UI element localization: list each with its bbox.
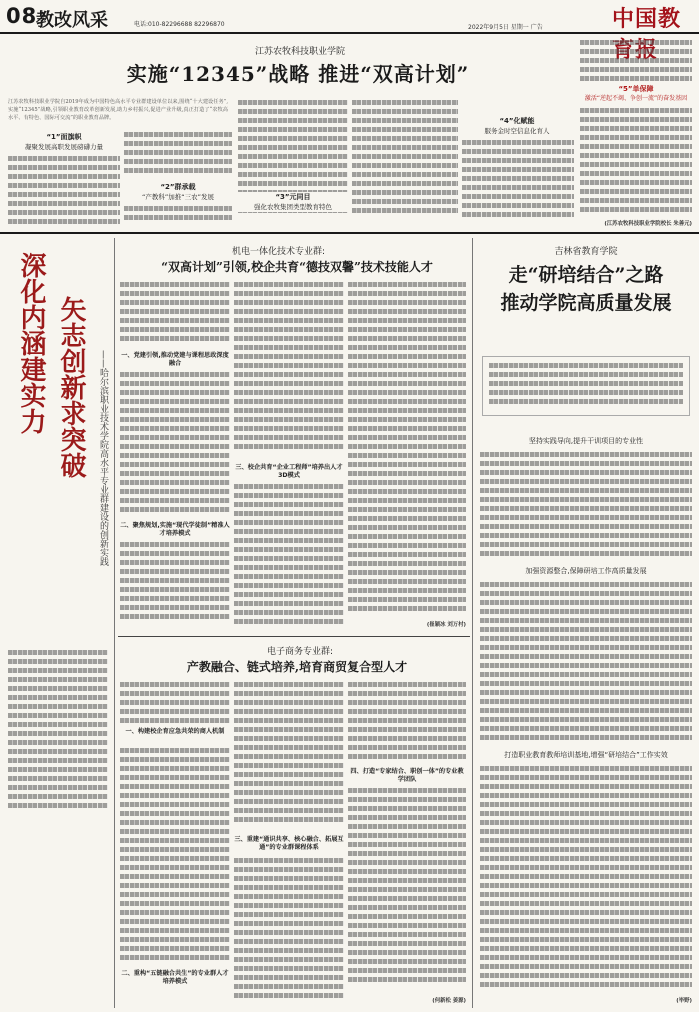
top-story-byline: (江苏农牧科技职业学院校长 朱善元) [604, 221, 692, 227]
divider [118, 636, 470, 637]
jilin-title-2: 推动学院高质量发展 [500, 292, 672, 314]
top-section-3: “3”元同目 [238, 192, 348, 202]
story1-title: “双高计划”引领,校企共育“德技双馨”技术技能人才 [161, 260, 433, 274]
page-number: 08 [6, 4, 38, 28]
s2-col1b [120, 748, 230, 968]
s2-col3b [348, 788, 466, 994]
jilin-kicker: 吉林省教育学院 [554, 247, 618, 257]
story2-section-1: 一、构建校企育应急共荣的商人机制 [125, 728, 225, 735]
top-col-2-text [124, 132, 232, 180]
jilin-text-3 [480, 766, 692, 994]
s1-col3 [348, 282, 466, 616]
top-col-2b-text [124, 206, 232, 228]
top-col-6b-text [580, 108, 692, 218]
top-col-5-text [462, 140, 574, 228]
s1-col1a [120, 282, 230, 350]
jilin-lead-box [482, 356, 690, 416]
top-section-4-sub: 服务金时空信息化育人 [484, 127, 550, 135]
story2-title: 产教融合、链式培养,培育商贸复合型人才 [186, 660, 408, 674]
s2-col2a [234, 682, 344, 832]
top-story-kicker: 江苏农牧科技职业学院 [254, 47, 345, 57]
top-story-title: 实施“12345”战略 推进“双高计划” [126, 62, 470, 86]
divider [0, 232, 699, 234]
s2-col3a [348, 682, 466, 766]
newspaper-logo: 中国教 [612, 6, 682, 32]
story2-kicker: 电子商务专业群: [266, 647, 334, 657]
column-rule [472, 238, 473, 1008]
s1-col2a [234, 282, 344, 462]
s1-col1b [120, 372, 230, 520]
top-section-5-sub: 激活“逆起不竭、争创一流”的奋发基因 [584, 95, 688, 102]
jilin-section-2: 加强资源整合,保障研培工作高质量发展 [525, 567, 647, 575]
story1-byline: (崔颖冰 刘万村) [426, 622, 466, 628]
story1-section-2: 二、聚焦规划,实施“现代学徒制”精准人才培养模式 [120, 522, 230, 537]
story2-byline: (何新松 姜源) [432, 998, 466, 1004]
story2-section-3: 三、重建“通识共享、核心融合、拓展互通”的专业群课程体系 [234, 836, 344, 851]
phone-line: 电话:010-82296688 82296870 [134, 21, 225, 28]
top-section-2: “2”群承载 [160, 183, 196, 191]
jilin-text-2 [480, 582, 692, 744]
story1-section-1: 一、党建引领,推动党建与课程思政深度融合 [121, 352, 229, 367]
story2-section-4: 四、打造“专家结合、职创一体”的专业教学团队 [350, 768, 464, 783]
harbin-title-1: 深化内涵建实力 [16, 252, 46, 434]
jilin-section-3: 打造职业教育教师培训基地,增强“研培结合”工作实效 [504, 751, 668, 759]
top-story-lead: 江苏农牧科技职业学院自2019年成为中国特色高水平专业群建设单位以来,围绕“十大建设任务”,实施“12345”战略,引领职业教育改革创新发展,助力乡村振兴,促进产业升级,真正打造了“农牧高水平、有特色、国际可交流”的职业教育品牌。 [8, 99, 228, 121]
column-rule [114, 238, 115, 1008]
s1-col2b [234, 484, 344, 630]
harbin-title-2: 矢志创新求突破 [56, 296, 86, 478]
jilin-title-1: 走“研培结合”之路 [508, 264, 664, 286]
section-title: 教改风采 [36, 10, 108, 31]
jilin-text-1 [480, 452, 692, 562]
date-line: 2022年9月5日 星期一 广告 [468, 24, 543, 31]
top-section-1: “1”面旗帜 [46, 133, 82, 141]
harbin-intro-text [8, 650, 108, 1002]
s2-col1a [120, 682, 230, 726]
story1-section-3: 三、校企共育“企业工程师”培养出人才3D模式 [235, 464, 343, 479]
jilin-byline: (毕野) [676, 998, 692, 1004]
s1-col1c [120, 542, 230, 630]
top-section-5: “5”单保障 [618, 85, 654, 93]
top-section-1-sub: 凝聚发展高职发展磅礴力量 [25, 143, 103, 151]
top-col-6-text [580, 40, 692, 82]
jilin-section-1: 坚持实践导向,提升干训项目的专业性 [528, 437, 644, 445]
top-section-2-sub: “产教科”加推“三农”发展 [142, 193, 214, 201]
top-col-1-text [8, 156, 120, 228]
story1-kicker: 机电一体化技术专业群: [232, 247, 326, 257]
harbin-subtitle: ——哈尔滨职业技术学院高水平专业群建设的创新实践 [98, 350, 108, 566]
top-section-4: “4”化赋能 [499, 117, 535, 125]
top-section-3-sub: 强化农牧集团类型教育特色 [238, 202, 348, 212]
top-col-4-text [352, 100, 458, 228]
story2-section-2: 二、重构“五链融合共生”的专业群人才培养模式 [121, 970, 229, 985]
masthead [0, 0, 699, 34]
s2-col2b [234, 858, 344, 1004]
